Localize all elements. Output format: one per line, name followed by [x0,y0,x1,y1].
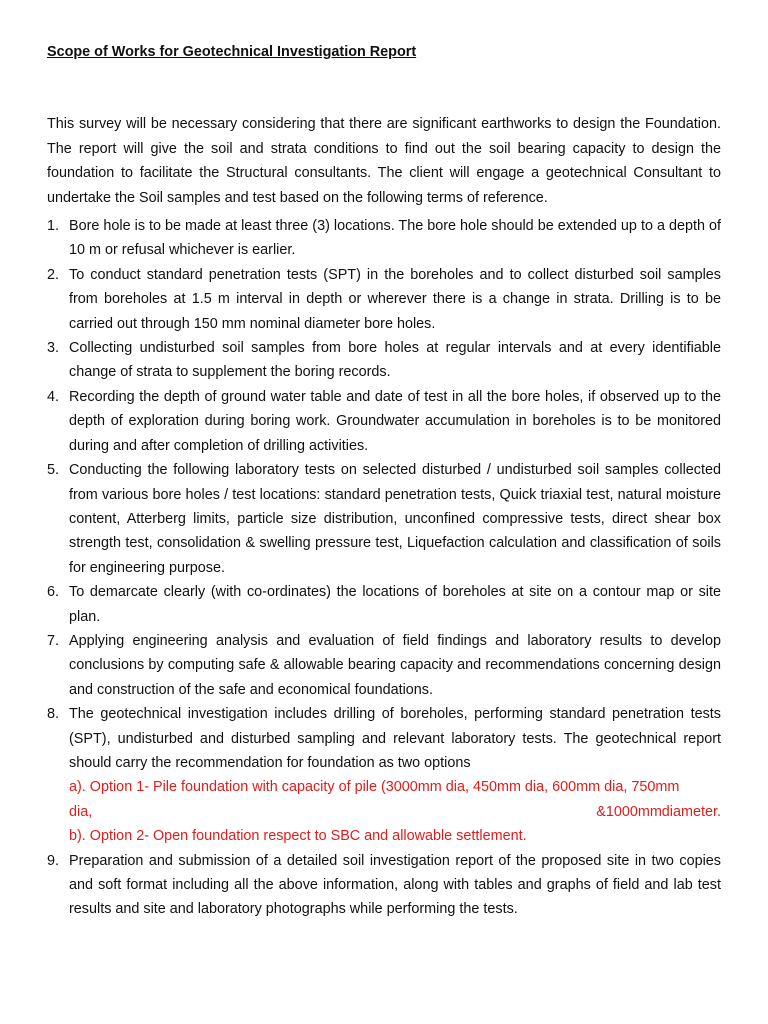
intro-paragraph: This survey will be necessary considering that there are significant earthworks to design the Foundation. The report will give the soil and strata conditions to find out the soil bearing capacity to design the foundation to facilitate the Structural consultants. The client will engage a geotechnical Consultant to undertake the Soil samples and test based on the following terms of reference. [47,116,721,206]
list-item [47,336,721,385]
item-number: 8. [47,706,60,723]
item-text: To conduct standard penetration tests (SPT) in the boreholes and to collect disturbed soil samples from boreholes at 1.5 m interval in depth or wherever there is a change in strata. Drilling is to be carried out through 150 mm nominal diameter bore holes. [69,266,721,332]
list-item [47,580,721,629]
item-number: 4. [47,388,60,405]
list-item [47,214,721,263]
item-number: 5. [47,462,60,479]
option-2: b). Option 2- Open foundation respect to SBC and allowable settlement. [69,828,527,845]
list-item [47,849,721,922]
item-number: 7. [47,632,60,649]
document-page [47,40,721,922]
item-number: 6. [47,584,60,601]
terms-of-reference-list [47,214,721,922]
option-1-line-1: a). Option 1- Pile foundation with capacity of pile (3000mm dia, 450mm dia, 600mm dia, 750mm [69,779,680,796]
item-text: Preparation and submission of a detailed soil investigation report of the proposed site in two copies and soft format including all the above information, along with tables and graphs of field and lab test results and site and laboratory photographs while performing the tests. [69,852,721,918]
list-item [47,629,721,702]
item-text: Bore hole is to be made at least three (3) locations. The bore hole should be extended up to a depth of 10 m or refusal whichever is earlier. [69,218,721,259]
item-number: 3. [47,340,60,357]
option-1-dia: dia, [69,803,93,820]
item-text: Collecting undisturbed soil samples from bore holes at regular intervals and at every identifiable change of strata to supplement the boring records. [69,340,721,381]
item-text: Applying engineering analysis and evaluation of field findings and laboratory results to develop conclusions by computing safe & allowable bearing capacity and recommendations concerning design and construction of the safe and economical foundations. [69,632,721,698]
list-item [47,385,721,458]
item-text: The geotechnical investigation includes drilling of boreholes, performing standard penetration tests (SPT), undisturbed and disturbed sampling and relevant laboratory tests. The geotechnical report should carry the recommendation for foundation as two options [69,706,721,771]
item-number: 2. [47,266,60,283]
item-number: 1. [47,218,60,235]
item-text: Conducting the following laboratory tests on selected disturbed / undisturbed soil samples collected from various bore holes / test locations: standard penetration tests, Quick triaxial test, natural moisture content, Atterberg limits, particle size distribution, unconfined compressive tests, direct shear box strength test, consolidation & swelling pressure test, Liquefaction calculation and classification of soils for engineering purpose. [69,462,721,576]
item-number: 9. [47,852,60,869]
list-item [47,263,721,336]
document-title: Scope of Works for Geotechnical Investigation Report [47,44,417,60]
option-1-diameter: &1000mmdiameter. [596,803,721,820]
option-1-line-2 [69,800,721,824]
list-item [47,702,721,848]
item-text: Recording the depth of ground water table and date of test in all the bore holes, if observed up to the depth of exploration during boring work. Groundwater accumulation in boreholes is to be monitored during and after completion of drilling activities. [69,388,721,454]
list-item [47,458,721,580]
item-text: To demarcate clearly (with co-ordinates) the locations of boreholes at site on a contour map or site plan. [69,584,721,625]
